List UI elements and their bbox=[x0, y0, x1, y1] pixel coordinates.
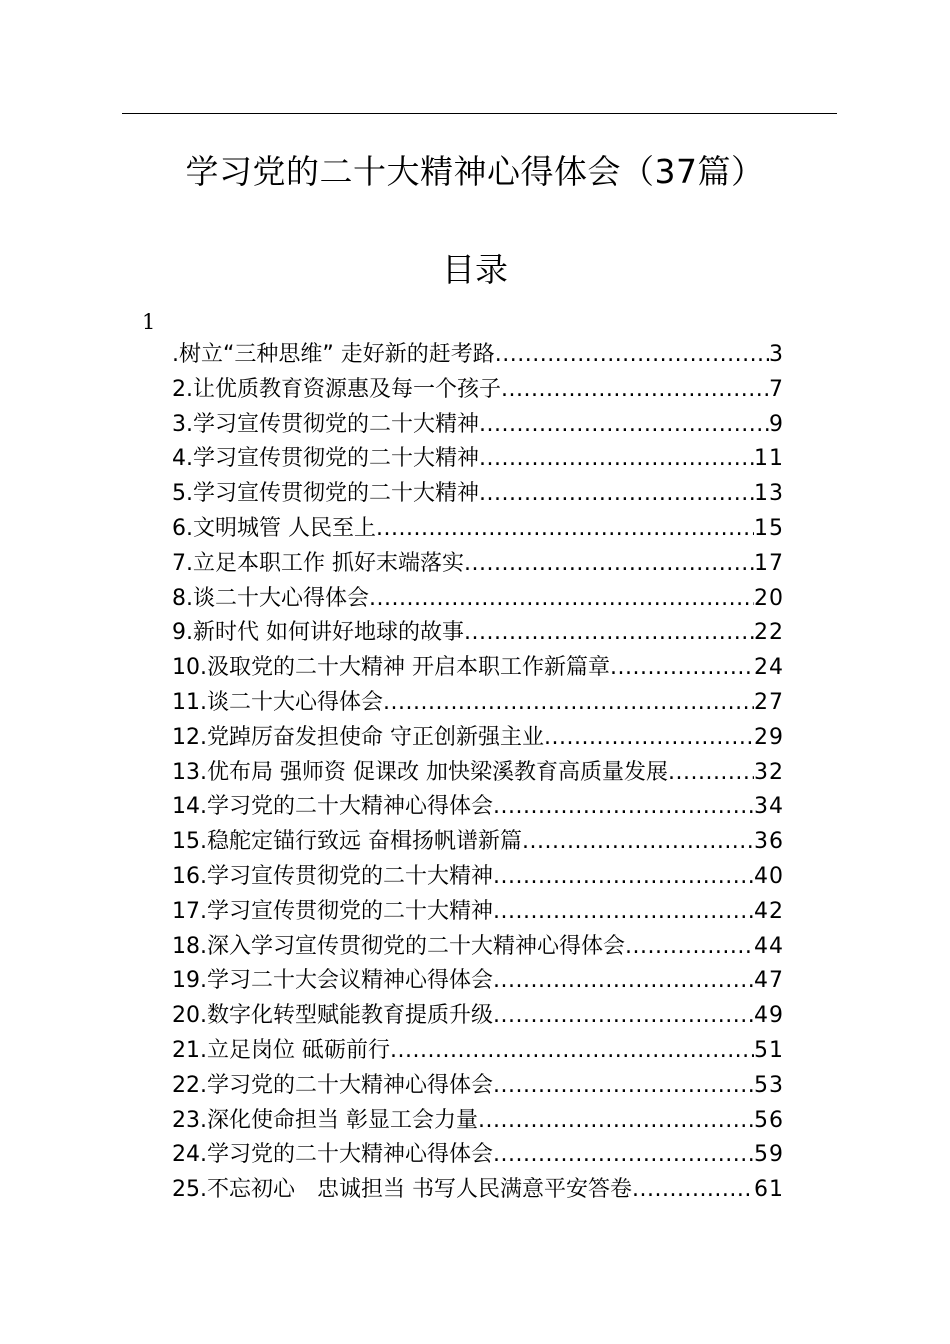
toc-entry[interactable] bbox=[172, 895, 784, 930]
toc-entry-number: 5 bbox=[172, 481, 186, 507]
toc-page-number: 40 bbox=[754, 863, 784, 889]
toc-page-number: 9 bbox=[769, 411, 784, 437]
toc-entry-number: 10 bbox=[172, 655, 200, 681]
toc-entry-number: 9 bbox=[172, 620, 186, 646]
toc-entry-number: 8 bbox=[172, 585, 186, 611]
toc-entry-number: 4 bbox=[172, 446, 186, 472]
toc-entry-title bbox=[172, 477, 479, 512]
toc-entry-text: .学习宣传贯彻党的二十大精神 bbox=[186, 481, 479, 507]
toc-entry[interactable] bbox=[172, 477, 784, 512]
toc-entry-text: .学习宣传贯彻党的二十大精神 bbox=[200, 898, 493, 924]
toc-page-number: 15 bbox=[754, 515, 784, 541]
toc-entry-text: .党踔厉奋发担使命 守正创新强主业 bbox=[200, 724, 544, 750]
toc-entry-title bbox=[172, 512, 376, 547]
toc-dot-leader bbox=[464, 547, 754, 582]
toc-entry-title bbox=[172, 721, 544, 756]
toc-entry[interactable] bbox=[172, 825, 784, 860]
toc-entry[interactable] bbox=[172, 686, 784, 721]
toc-entry-title bbox=[172, 825, 522, 860]
toc-page-number: 56 bbox=[754, 1107, 784, 1133]
toc-entry[interactable] bbox=[172, 860, 784, 895]
toc-page-number: 11 bbox=[754, 446, 784, 472]
toc-dot-leader bbox=[493, 790, 754, 825]
document-title: 学习党的二十大精神心得体会（37篇） bbox=[185, 152, 765, 191]
toc-dot-leader bbox=[479, 477, 754, 512]
toc-dot-leader bbox=[632, 1173, 754, 1208]
toc-page-number: 34 bbox=[754, 794, 784, 820]
toc-page-number: 36 bbox=[754, 829, 784, 855]
toc-entry-text: .谈二十大心得体会 bbox=[200, 689, 383, 715]
toc-entry-title bbox=[172, 338, 495, 373]
toc-page-number: 51 bbox=[754, 1037, 784, 1063]
toc-entry[interactable] bbox=[172, 338, 784, 373]
toc-entry-text: .新时代 如何讲好地球的故事 bbox=[186, 620, 464, 646]
toc-dot-leader bbox=[501, 373, 769, 408]
toc-entry-title bbox=[172, 756, 668, 791]
toc-entry-text: .学习宣传贯彻党的二十大精神 bbox=[186, 411, 479, 437]
toc-entry-title bbox=[172, 547, 464, 582]
toc-entry-title bbox=[172, 408, 479, 443]
toc-dot-leader bbox=[493, 1138, 754, 1173]
toc-entry-number: 18 bbox=[172, 933, 200, 959]
toc-dot-leader bbox=[493, 999, 754, 1034]
toc-page-number: 22 bbox=[754, 620, 784, 646]
toc-entry-title bbox=[172, 790, 493, 825]
table-of-contents bbox=[172, 338, 784, 1208]
toc-entry-text: .稳舵定锚行致远 奋楫扬帆谱新篇 bbox=[200, 829, 522, 855]
toc-dot-leader bbox=[383, 686, 754, 721]
toc-entry-number: 6 bbox=[172, 515, 186, 541]
toc-dot-leader bbox=[464, 616, 754, 651]
toc-entry-text: .谈二十大心得体会 bbox=[186, 585, 369, 611]
toc-entry-title bbox=[172, 1138, 493, 1173]
toc-entry[interactable] bbox=[172, 721, 784, 756]
toc-dot-leader bbox=[479, 442, 754, 477]
toc-entry-text: .学习党的二十大精神心得体会 bbox=[200, 1142, 493, 1168]
toc-page-number: 53 bbox=[754, 1072, 784, 1098]
toc-dot-leader bbox=[369, 582, 754, 617]
toc-entry-title bbox=[172, 651, 610, 686]
toc-page-number: 61 bbox=[754, 1177, 784, 1203]
toc-entry-number: 11 bbox=[172, 689, 200, 715]
toc-entry[interactable] bbox=[172, 512, 784, 547]
toc-entry-number: 2 bbox=[172, 376, 186, 402]
toc-entry-text: .深入学习宣传贯彻党的二十大精神心得体会 bbox=[200, 933, 625, 959]
toc-page-number: 42 bbox=[754, 898, 784, 924]
toc-entry[interactable] bbox=[172, 408, 784, 443]
toc-entry[interactable] bbox=[172, 1034, 784, 1069]
toc-entry[interactable] bbox=[172, 1173, 784, 1208]
toc-entry-number: 16 bbox=[172, 863, 200, 889]
toc-page-number: 3 bbox=[769, 342, 784, 367]
toc-entry-title bbox=[172, 1173, 632, 1208]
toc-entry-number: 21 bbox=[172, 1037, 200, 1063]
page-marker: 1 bbox=[142, 310, 156, 334]
toc-entry-title bbox=[172, 999, 493, 1034]
toc-entry-title bbox=[172, 1069, 493, 1104]
toc-entry-number: 17 bbox=[172, 898, 200, 924]
toc-entry-number: 13 bbox=[172, 759, 200, 785]
toc-entry-text: .让优质教育资源惠及每一个孩子 bbox=[186, 376, 501, 402]
toc-entry[interactable] bbox=[172, 790, 784, 825]
toc-entry[interactable] bbox=[172, 616, 784, 651]
toc-entry-title bbox=[172, 373, 501, 408]
toc-dot-leader bbox=[610, 651, 754, 686]
toc-page-number: 27 bbox=[754, 689, 784, 715]
toc-entry[interactable] bbox=[172, 999, 784, 1034]
toc-entry-text: .学习二十大会议精神心得体会 bbox=[200, 968, 493, 994]
toc-entry[interactable] bbox=[172, 756, 784, 791]
toc-dot-leader bbox=[493, 964, 754, 999]
toc-entry-title bbox=[172, 930, 625, 965]
toc-entry-text: .学习党的二十大精神心得体会 bbox=[200, 794, 493, 820]
toc-entry-number: 14 bbox=[172, 794, 200, 820]
toc-entry-text: .学习党的二十大精神心得体会 bbox=[200, 1072, 493, 1098]
toc-dot-leader bbox=[544, 721, 754, 756]
toc-entry-text: .学习宣传贯彻党的二十大精神 bbox=[200, 863, 493, 889]
toc-entry-title bbox=[172, 1104, 478, 1139]
toc-page-number: 17 bbox=[754, 550, 784, 576]
toc-entry-text: .学习宣传贯彻党的二十大精神 bbox=[186, 446, 479, 472]
toc-entry[interactable] bbox=[172, 547, 784, 582]
toc-page-number: 29 bbox=[754, 724, 784, 750]
toc-dot-leader bbox=[522, 825, 754, 860]
toc-entry-title bbox=[172, 582, 369, 617]
toc-entry-text: .汲取党的二十大精神 开启本职工作新篇章 bbox=[200, 655, 610, 681]
toc-entry[interactable] bbox=[172, 582, 784, 617]
toc-entry-number: 12 bbox=[172, 724, 200, 750]
toc-dot-leader bbox=[479, 408, 769, 443]
toc-page-number: 59 bbox=[754, 1142, 784, 1168]
toc-page-number: 44 bbox=[754, 933, 784, 959]
toc-entry[interactable] bbox=[172, 373, 784, 408]
toc-page-number: 32 bbox=[754, 759, 784, 785]
toc-entry-text: .立足本职工作 抓好末端落实 bbox=[186, 550, 464, 576]
toc-entry-number: 19 bbox=[172, 968, 200, 994]
toc-entry[interactable] bbox=[172, 930, 784, 965]
toc-entry-title bbox=[172, 616, 464, 651]
toc-entry-text: .不忘初心 忠诚担当 书写人民满意平安答卷 bbox=[200, 1177, 632, 1203]
toc-entry[interactable] bbox=[172, 1138, 784, 1173]
toc-dot-leader bbox=[495, 338, 769, 373]
toc-entry-text: .优布局 强师资 促课改 加快梁溪教育高质量发展 bbox=[200, 759, 668, 785]
toc-entry[interactable] bbox=[172, 442, 784, 477]
toc-entry-number: 7 bbox=[172, 550, 186, 576]
toc-dot-leader bbox=[493, 1069, 754, 1104]
toc-entry[interactable] bbox=[172, 1104, 784, 1139]
toc-page-number: 24 bbox=[754, 655, 784, 681]
toc-entry-number: 15 bbox=[172, 829, 200, 855]
toc-page-number: 7 bbox=[769, 376, 784, 402]
toc-entry-number: 24 bbox=[172, 1142, 200, 1168]
toc-page-number: 49 bbox=[754, 1003, 784, 1029]
toc-entry-title bbox=[172, 1034, 390, 1069]
toc-entry[interactable] bbox=[172, 964, 784, 999]
toc-dot-leader bbox=[390, 1034, 754, 1069]
toc-entry-text: .数字化转型赋能教育提质升级 bbox=[200, 1003, 493, 1029]
toc-entry-title bbox=[172, 860, 493, 895]
toc-entry-number: 20 bbox=[172, 1003, 200, 1029]
toc-page-number: 13 bbox=[754, 481, 784, 507]
toc-page-number: 47 bbox=[754, 968, 784, 994]
toc-dot-leader bbox=[478, 1104, 754, 1139]
toc-entry-title bbox=[172, 895, 493, 930]
toc-dot-leader bbox=[493, 860, 754, 895]
toc-dot-leader bbox=[668, 756, 754, 791]
toc-entry[interactable] bbox=[172, 1069, 784, 1104]
toc-heading: 目录 bbox=[442, 250, 508, 289]
toc-dot-leader bbox=[493, 895, 754, 930]
toc-entry-number: 3 bbox=[172, 411, 186, 437]
header-rule bbox=[122, 113, 837, 114]
toc-entry-title bbox=[172, 442, 479, 477]
toc-entry-text: .深化使命担当 彰显工会力量 bbox=[200, 1107, 478, 1133]
toc-entry-number: 22 bbox=[172, 1072, 200, 1098]
toc-entry-number: 25 bbox=[172, 1177, 200, 1203]
toc-entry-text: .树立“三种思维” 走好新的赶考路 bbox=[172, 342, 495, 367]
toc-page-number: 20 bbox=[754, 585, 784, 611]
toc-entry-text: .文明城管 人民至上 bbox=[186, 515, 376, 541]
toc-entry-title bbox=[172, 964, 493, 999]
toc-dot-leader bbox=[376, 512, 754, 547]
toc-dot-leader bbox=[625, 930, 754, 965]
toc-entry-text: .立足岗位 砥砺前行 bbox=[200, 1037, 390, 1063]
toc-entry-title bbox=[172, 686, 383, 721]
toc-entry-number: 23 bbox=[172, 1107, 200, 1133]
toc-entry[interactable] bbox=[172, 651, 784, 686]
